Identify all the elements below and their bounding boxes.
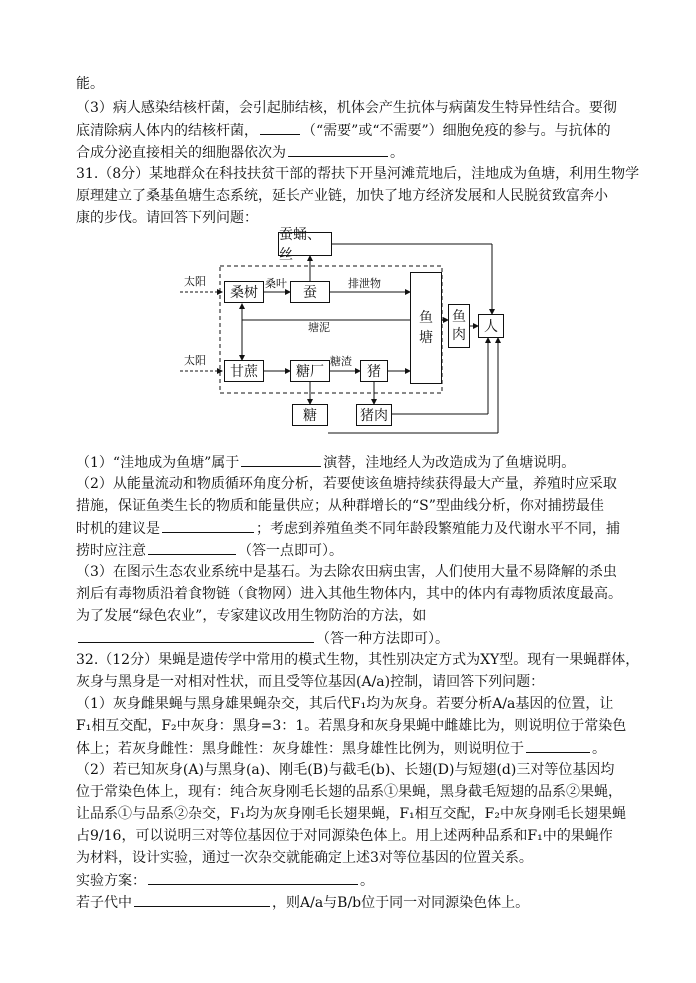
text-line: 康的步伐。请回答下列问题：	[76, 210, 258, 226]
text-line: 为材料，设计实验，通过一次杂交就能确定上述3对等位基因的位置关系。	[76, 850, 533, 866]
text-line: （3）病人感染结核杆菌，会引起肺结核，机体会产生抗体与病菌发生特异性结合。要彻	[76, 100, 617, 116]
text-line: 原理建立了桑基鱼塘生态系统，延长产业链，加快了地方经济发展和人民脱贫致富奔小	[76, 188, 608, 204]
text-line: （答一种方法即可）。	[76, 628, 449, 649]
sugar-mill-box: 糖厂	[290, 360, 330, 382]
text-line: 占9/16，可以说明三对等位基因位于对同源染色体上。用上述两种品系和F₁中的果蝇作	[76, 828, 613, 844]
text-line: 实验方案： 。	[76, 870, 374, 891]
answer-blank[interactable]	[148, 870, 358, 885]
sugarcane-box: 甘蔗	[224, 360, 264, 382]
pork-box: 猪肉	[356, 404, 392, 426]
silkworm-box: 蚕	[290, 281, 330, 303]
text-line: （1）灰身雌果蝇与黑身雄果蝇杂交，其后代F₁均为灰身。若要分析A/a基因的位置，让	[76, 696, 614, 712]
answer-blank[interactable]	[162, 518, 254, 533]
text-line: 时机的建议是 ；考虑到养殖鱼类不同年龄段繁殖能力及代谢水平不同，捕	[76, 518, 620, 539]
sun-label: 太阳	[184, 354, 206, 367]
text-line: 若子代中 ，则A/a与B/b位于同一对同源染色体上。	[76, 892, 529, 913]
question-31-line: 31.（8分）某地群众在科技扶贫干部的帮扶下开垦河滩荒地后，洼地成为鱼塘，利用生物学	[76, 166, 640, 182]
pond-mud-label: 塘泥	[308, 321, 330, 334]
text-line: 措施，保证鱼类生长的物质和能量供应；从种群增长的“S”型曲线分析，你对捕捞最佳	[76, 498, 604, 514]
text-line: 底清除病人体内的结核杆菌， （“需要”或“不需要”）细胞免疫的参与。与抗体的	[76, 120, 611, 141]
text-line: 剂后有毒物质沿着食物链（食物网）进入其他生物体内，其中的体内有毒物质浓度最高。	[76, 586, 622, 602]
text-line: 合成分泌直接相关的细胞器依次为 。	[76, 142, 404, 163]
sugar-box: 糖	[292, 404, 328, 426]
sun-label: 太阳	[184, 275, 206, 288]
text-line: 位于常染色体上，现有：纯合灰身刚毛长翅的品系①果蝇，黑身截毛短翅的品系②果蝇，	[76, 784, 622, 800]
answer-blank[interactable]	[526, 738, 590, 753]
text-line: 捞时应注意 （答一点即可）。	[76, 540, 343, 561]
answer-blank[interactable]	[134, 892, 270, 907]
fish-pond-box: 鱼塘	[410, 272, 442, 384]
text-line: 为了发展“绿色农业”，专家建议改用生物防治的方法，如	[76, 608, 427, 624]
answer-blank[interactable]	[260, 120, 300, 135]
text-line: 能。	[76, 76, 104, 92]
pig-box: 猪	[360, 360, 388, 382]
text-line: 体上；若灰身雌性：黑身雌性：灰身雄性：黑身雄性比例为，则说明位于 。	[76, 738, 606, 759]
silk-box: 蚕蛹、丝	[278, 232, 332, 256]
text-line: （2）从能量流动和物质循环角度分析，若要使该鱼塘持续获得最大产量，养殖时应采取	[76, 476, 617, 492]
fish-meat-box: 鱼肉	[448, 304, 470, 348]
ecosystem-diagram	[180, 228, 510, 443]
text-line: 让品系①与品系②杂交，F₁均为灰身刚毛长翅果蝇，F₁相互交配，F₂中灰身刚毛长翅果蝇	[76, 806, 626, 822]
text-line: （1）“洼地成为鱼塘”属于 演替，洼地经人为改造成为了鱼塘说明。	[76, 452, 575, 473]
answer-blank[interactable]	[78, 628, 314, 643]
sugar-residue-label: 糖渣	[330, 355, 352, 368]
text-line: （2）若已知灰身(A)与黑身(a)、刚毛(B)与截毛(b)、长翅(D)与短翅(d)三对等位基因均	[76, 762, 615, 778]
question-32-line: 32.（12分）果蝇是遗传学中常用的模式生物，其性别决定方式为XY型。现有一果蝇群体，	[76, 652, 640, 668]
text-line: F₁相互交配，F₂中灰身：黑身=3：1。若黑身和灰身果蝇中雌雄比为，则说明位于常染色	[76, 718, 627, 734]
text-line: （3）在图示生态农业系统中是基石。为去除农田病虫害，人们使用大量不易降解的杀虫	[76, 564, 617, 580]
mulberry-box: 桑树	[224, 281, 264, 303]
answer-blank[interactable]	[288, 142, 388, 157]
answer-blank[interactable]	[148, 540, 236, 555]
human-box: 人	[478, 314, 504, 338]
answer-blank[interactable]	[241, 452, 321, 467]
leaf-label: 桑叶	[265, 277, 287, 290]
excreta-label: 排泄物	[348, 277, 381, 290]
text-line: 灰身与黑身是一对相对性状，而且受等位基因(A/a)控制，请回答下列问题：	[76, 674, 545, 690]
